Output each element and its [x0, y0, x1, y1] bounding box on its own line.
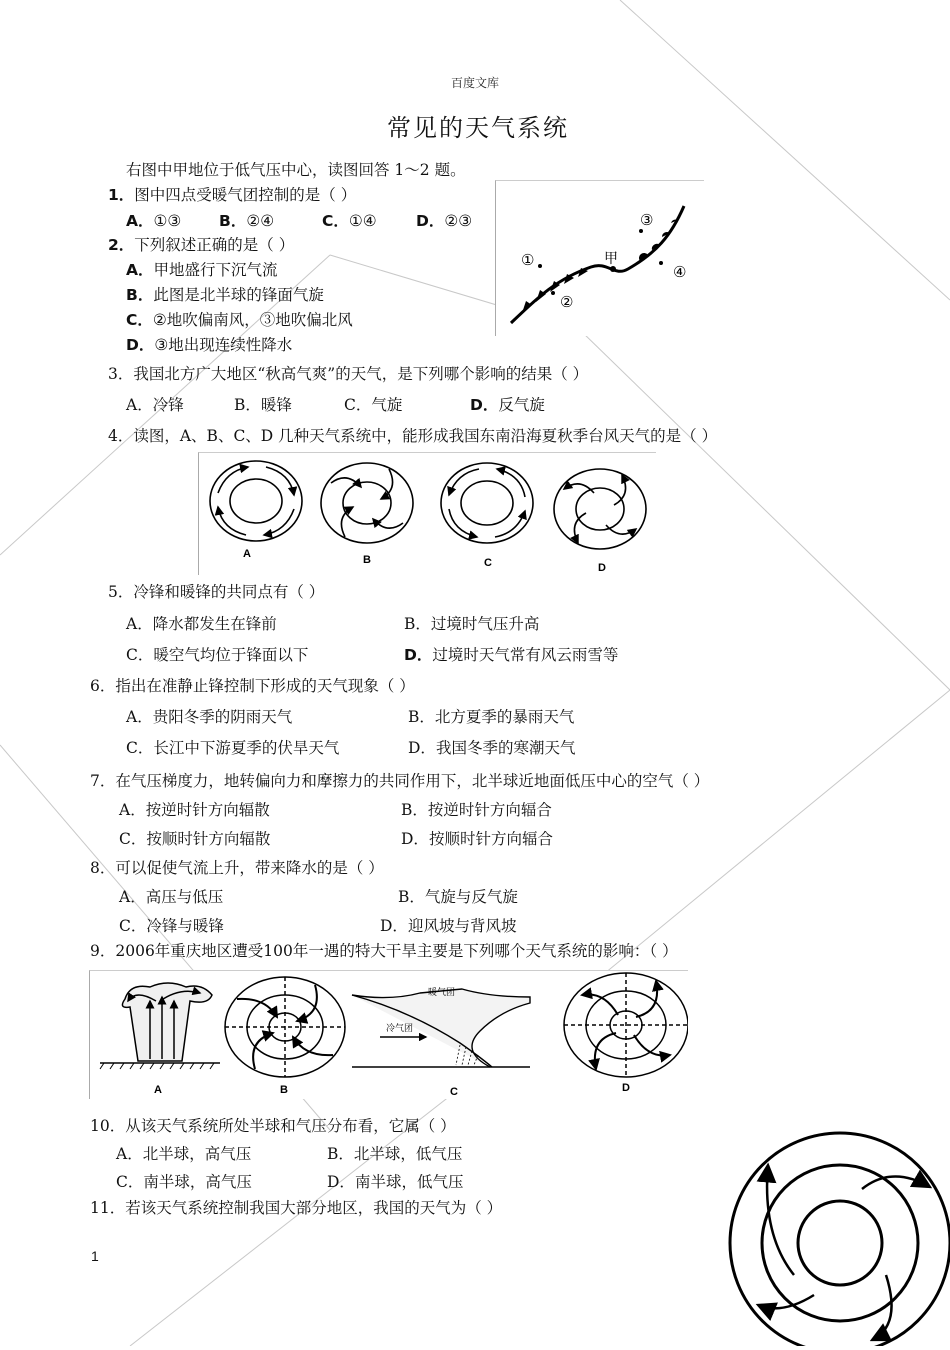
question-1 [108, 185, 356, 205]
q3-option-d: D．反气旋 [470, 396, 545, 414]
q4-stem: 4．读图，A、B、C、D 几种天气系统中，能形成我国东南沿海夏秋季台风天气的是（ ） [108, 427, 718, 445]
q9-fig-label-b: B [280, 1084, 288, 1096]
q2-option-c: C．②地吹偏南风，③地吹偏北风 [126, 311, 353, 329]
q8-option-c: C．冷锋与暖锋 [119, 917, 224, 935]
q2-option-b: B．此图是北半球的锋面气旋 [126, 286, 324, 304]
q7-option-d: D．按顺时针方向辐合 [401, 830, 553, 848]
q10-option-c: C．南半球，高气压 [116, 1173, 252, 1191]
q8-stem: 8．可以促使气流上升，带来降水的是（ ） [90, 859, 384, 877]
q2-option-d: D．③地出现连续性降水 [126, 336, 293, 354]
q4-wind-systems-figure [198, 452, 656, 575]
q11-stem: 11．若该天气系统控制我国大部分地区，我国的天气为（ ） [90, 1199, 503, 1217]
q1-option-d: D．②③ [416, 212, 473, 230]
q1-option-a: A．①③ [126, 212, 182, 230]
q6-option-b: B．北方夏季的暴雨天气 [408, 708, 575, 726]
q9-weather-systems-figure [89, 970, 688, 1099]
q9-fig-label-a: A [154, 1084, 162, 1096]
intro-text: 右图中甲地位于低气压中心，读图回答 1～2 题。 [126, 161, 466, 179]
q6-stem: 6．指出在准静止锋控制下形成的天气现象（ ） [90, 677, 415, 695]
q5-option-c: C．暖空气均位于锋面以下 [126, 646, 309, 664]
question-2 [108, 235, 294, 255]
q3-option-a: A．冷锋 [126, 396, 184, 414]
page-number: 1 [91, 1248, 99, 1264]
q8-option-a: A．高压与低压 [119, 888, 224, 906]
q9-cold-air-label: 冷气团 [386, 1023, 414, 1033]
q8-option-b: B．气旋与反气旋 [398, 888, 518, 906]
q5-option-d: D．过境时天气常有风云雨雪等 [404, 646, 619, 664]
fig1-label-1: ① [521, 252, 535, 269]
q4-fig-label-d: D [598, 562, 606, 574]
fig1-label-jia: 甲 [604, 250, 618, 266]
q10-option-a: A．北半球，高气压 [116, 1145, 252, 1163]
pressure-system-figure [722, 1125, 950, 1346]
q1-option-b: B．②④ [219, 212, 275, 230]
q2-option-a: A．甲地盛行下沉气流 [126, 261, 278, 279]
q8-option-d: D．迎风坡与背风坡 [380, 917, 517, 935]
q1-stem: 图中四点受暖气团控制的是（ ） [134, 186, 357, 204]
q6-option-d: D．我国冬季的寒潮天气 [408, 739, 576, 757]
q3-option-b: B．暖锋 [234, 396, 292, 414]
frontal-cyclone-figure [495, 180, 704, 336]
page-title: 常见的天气系统 [387, 114, 569, 142]
q9-stem: 9．2006年重庆地区遭受100年一遇的特大干旱主要是下列哪个天气系统的影响：（ ） [90, 942, 678, 960]
q10-option-b: B．北半球，低气压 [327, 1145, 463, 1163]
fig1-label-4: ④ [673, 264, 687, 281]
q9-fig-label-c: C [450, 1086, 458, 1098]
q5-stem: 5．冷锋和暖锋的共同点有（ ） [108, 583, 325, 601]
q2-stem: 下列叙述正确的是（ ） [134, 236, 295, 254]
q3-stem: 3．我国北方广大地区“秋高气爽”的天气，是下列哪个影响的结果（ ） [108, 365, 589, 383]
q4-fig-label-a: A [243, 548, 251, 560]
q4-fig-label-b: B [363, 554, 371, 566]
q5-option-b: B．过境时气压升高 [404, 615, 540, 633]
q4-fig-label-c: C [484, 557, 492, 569]
q2-number: 2． [108, 236, 135, 254]
q7-option-a: A．按逆时针方向辐散 [119, 801, 270, 819]
q7-option-c: C．按顺时针方向辐散 [119, 830, 271, 848]
q10-option-d: D．南半球，低气压 [327, 1173, 464, 1191]
fig1-label-2: ② [560, 294, 574, 311]
fig1-label-3: ③ [640, 212, 654, 229]
q9-fig-label-d: D [622, 1082, 630, 1094]
q3-option-c: C．气旋 [344, 396, 403, 414]
q6-option-c: C．长江中下游夏季的伏旱天气 [126, 739, 340, 757]
q10-stem: 10．从该天气系统所处半球和气压分布看，它属（ ） [90, 1117, 456, 1135]
q5-option-a: A．降水都发生在锋前 [126, 615, 277, 633]
q7-stem: 7．在气压梯度力，地转偏向力和摩擦力的共同作用下，北半球近地面低压中心的空气（ ） [90, 772, 710, 790]
q9-warm-air-label: 暖气团 [428, 987, 456, 997]
q7-option-b: B．按逆时针方向辐合 [401, 801, 552, 819]
q1-option-c: C．①④ [322, 212, 377, 230]
q1-number: 1． [108, 186, 135, 204]
header-text: 百度文库 [451, 76, 500, 90]
q6-option-a: A．贵阳冬季的阴雨天气 [126, 708, 293, 726]
